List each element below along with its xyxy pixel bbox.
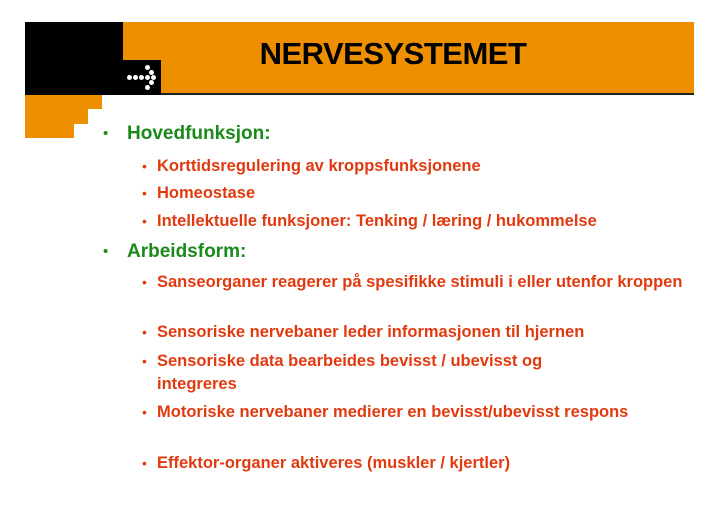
item-text: Sanseorganer reagerer på spesifikke stimuli i eller utenfor kroppen bbox=[157, 273, 683, 291]
item-text: Motoriske nervebaner medierer en bevisst/ubevisst respons bbox=[157, 403, 629, 421]
bullet: • bbox=[142, 213, 147, 229]
slide-title: NERVESYSTEMET bbox=[259, 36, 527, 71]
item-text: Effektor-organer aktiveres (muskler / kjertler) bbox=[157, 454, 511, 472]
heading-text: Arbeidsform: bbox=[127, 241, 247, 262]
heading-text: Hovedfunksjon: bbox=[127, 123, 271, 144]
heading-hovedfunksjon bbox=[103, 123, 271, 145]
list-item bbox=[142, 155, 707, 178]
heading-arbeidsform bbox=[103, 241, 247, 263]
item-text: Korttidsregulering av kroppsfunksjonene bbox=[157, 157, 481, 175]
list-item bbox=[142, 182, 707, 205]
list-item bbox=[142, 452, 707, 475]
bullet: • bbox=[142, 455, 147, 471]
list-item bbox=[142, 350, 617, 396]
bullet: • bbox=[142, 185, 147, 201]
bullet: • bbox=[142, 158, 147, 174]
bullet: • bbox=[142, 404, 147, 420]
item-text: Intellektuelle funksjoner: Tenking / læring / hukommelse bbox=[157, 212, 597, 230]
item-text: Sensoriske nervebaner leder informasjonen til hjernen bbox=[157, 323, 585, 341]
bullet: • bbox=[103, 243, 109, 260]
decor-black-block bbox=[25, 22, 123, 95]
list-item bbox=[142, 210, 707, 233]
decor-stair bbox=[25, 124, 74, 138]
bullet: • bbox=[142, 353, 147, 369]
list-item bbox=[142, 321, 707, 344]
decor-stair bbox=[25, 95, 102, 109]
list-item bbox=[142, 401, 637, 424]
item-text: Sensoriske data bearbeides bevisst / ubevisst og integreres bbox=[157, 352, 543, 393]
bullet: • bbox=[142, 324, 147, 340]
list-item bbox=[142, 271, 702, 294]
bullet: • bbox=[142, 274, 147, 290]
decor-stair bbox=[25, 109, 88, 124]
item-text: Homeostase bbox=[157, 184, 256, 202]
bullet: • bbox=[103, 125, 109, 142]
